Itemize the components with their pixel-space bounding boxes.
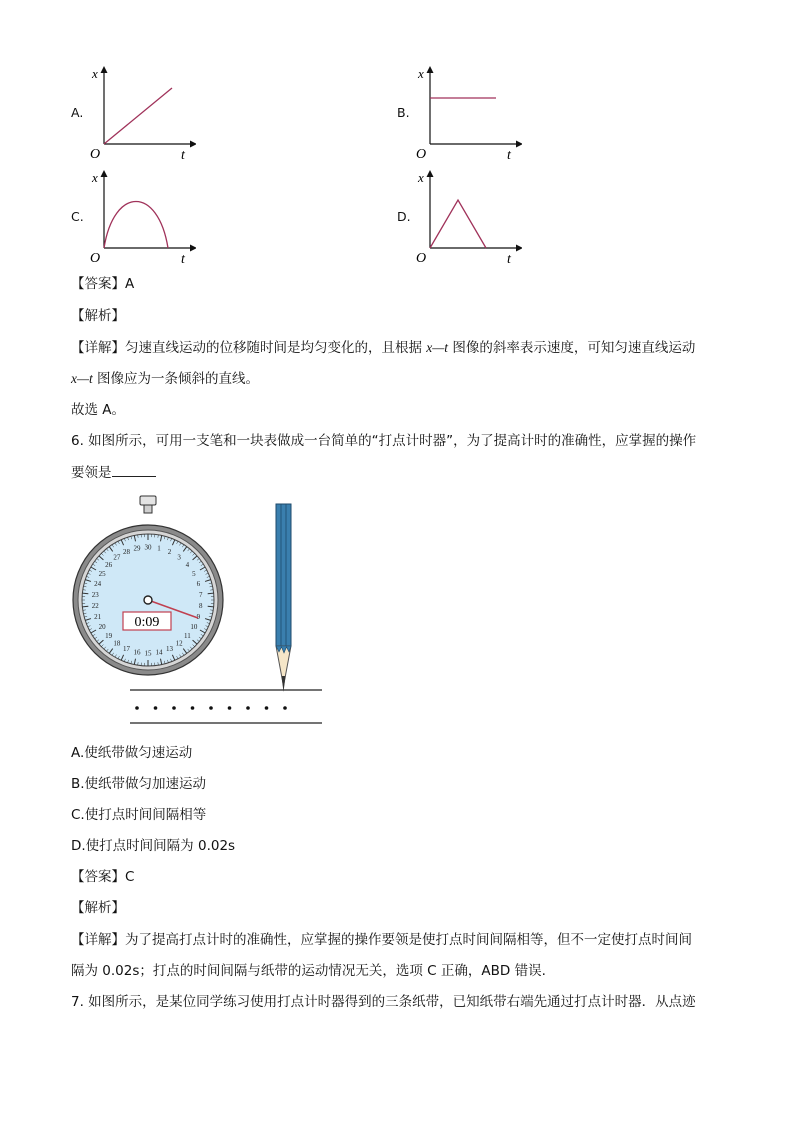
graph-a-curve xyxy=(104,88,172,144)
q6-option-c: C.使打点时间间隔相等 xyxy=(71,807,207,823)
answer-tag: 【答案】 xyxy=(71,276,125,292)
q5-detail-line2 xyxy=(71,369,259,389)
graph-d-curve xyxy=(430,200,486,248)
graph-d xyxy=(412,168,522,264)
q7-stem-line1: 7. 如图所示，是某位同学练习使用打点计时器得到的三条纸带，已知纸带右端先通过打点计时器．从点迹 xyxy=(71,994,696,1010)
dial-number: 16 xyxy=(133,648,141,657)
dial-number: 11 xyxy=(184,631,191,640)
tape-dot xyxy=(246,706,250,710)
option-label-d: D. xyxy=(397,209,411,224)
tape-dot xyxy=(209,706,213,710)
graph-a xyxy=(86,64,196,160)
tape-dot xyxy=(265,706,269,710)
q5-conclusion: 故选 A。 xyxy=(71,402,126,418)
detail-variable: x—t xyxy=(71,371,93,386)
tape-dot xyxy=(191,706,195,710)
tape-dot xyxy=(172,706,176,710)
dial-number: 30 xyxy=(144,543,152,552)
q6-option-d: D.使打点时间间隔为 0.02s xyxy=(71,838,236,854)
option-label-b: B. xyxy=(397,105,410,120)
tape-dot xyxy=(135,706,139,710)
q6-stem-line1: 6. 如图所示，可用一支笔和一块表做成一台简单的“打点计时器”，为了提高计时的准确性，应掌握的操作 xyxy=(71,433,697,449)
q6-detail-line1 xyxy=(71,930,692,950)
dial-number: 5 xyxy=(192,570,196,578)
dial-tick xyxy=(208,593,214,594)
dial-number: 10 xyxy=(190,623,198,631)
dial-number: 23 xyxy=(91,590,99,599)
dial-number: 25 xyxy=(98,570,106,578)
dial-number: 28 xyxy=(122,548,130,557)
origin-label: O xyxy=(90,147,101,160)
axis-x-label: x xyxy=(418,66,424,81)
dial-number: 18 xyxy=(113,639,121,648)
axis-t-label: t xyxy=(181,252,185,264)
q5-analysis-tag: 【解析】 xyxy=(71,308,125,324)
axis-t-label: t xyxy=(507,148,511,160)
dial-number: 14 xyxy=(155,648,163,657)
dial-tick xyxy=(82,593,88,594)
option-label-c: C. xyxy=(71,209,84,224)
detail-text: 匀速直线运动的位移随时间是均匀变化的，且根据 xyxy=(125,340,427,356)
q5-answer-line xyxy=(71,274,134,294)
dial-number: 13 xyxy=(166,644,174,653)
detail-text: 为了提高打点计时的准确性，应掌握的操作要领是使打点时间间隔相等，但不一定使打点时间间 xyxy=(125,932,692,948)
dial-number: 2 xyxy=(167,548,172,557)
q6-detail-line2: 隔为 0.02s；打点的时间间隔与纸带的运动情况无关，选项 C 正确，ABD 错误. xyxy=(71,963,546,979)
q6-option-b: B.使纸带做匀加速运动 xyxy=(71,776,207,792)
dial-number: 6 xyxy=(196,580,201,589)
detail-tag: 【详解】 xyxy=(71,932,125,948)
dial-number: 19 xyxy=(105,631,113,640)
dial-number: 21 xyxy=(94,612,102,621)
graph-b xyxy=(412,64,522,160)
axis-x-label: x xyxy=(92,170,98,185)
detail-text: 图像的斜率表示速度，可知匀速直线运动 xyxy=(448,340,696,356)
q6-stem-text: 要领是 xyxy=(71,465,112,481)
stopwatch-figure xyxy=(60,490,340,730)
axis-t-label: t xyxy=(507,252,511,264)
axis-x-label: x xyxy=(92,66,98,81)
origin-label: O xyxy=(416,147,427,160)
dial-number: 4 xyxy=(185,561,190,570)
dial-number: 17 xyxy=(122,644,130,653)
dial-number: 20 xyxy=(98,623,106,631)
dial-number: 27 xyxy=(113,553,121,562)
dial-number: 8 xyxy=(198,602,203,611)
tape-dot xyxy=(283,706,287,710)
axis-x-label: x xyxy=(418,170,424,185)
dial-tick xyxy=(82,606,88,607)
graph-c-curve xyxy=(104,202,168,249)
dial-tick xyxy=(208,606,214,607)
q6-analysis-tag: 【解析】 xyxy=(71,900,125,916)
dial-number: 12 xyxy=(175,639,183,648)
dial-number: 22 xyxy=(91,602,99,611)
dial-number: 1 xyxy=(157,544,161,553)
tape-dot xyxy=(154,706,158,710)
dial-number: 24 xyxy=(94,580,102,589)
dial-number: 9 xyxy=(196,612,201,621)
answer-blank xyxy=(112,462,156,477)
answer-value: A xyxy=(125,276,135,292)
q6-answer-line xyxy=(71,867,134,887)
origin-label: O xyxy=(416,251,427,264)
dial-number: 3 xyxy=(177,553,181,562)
dial-number: 15 xyxy=(144,649,152,658)
tape-dot xyxy=(228,706,232,710)
q5-detail-line1 xyxy=(71,338,695,358)
hand-pivot xyxy=(144,596,152,604)
detail-text: 图像应为一条倾斜的直线。 xyxy=(92,371,260,387)
origin-label: O xyxy=(90,251,101,264)
display-readout: 0:09 xyxy=(134,615,160,630)
q6-stem-line2 xyxy=(71,462,156,483)
detail-variable: x—t xyxy=(426,340,449,355)
graph-c xyxy=(86,168,196,264)
answer-tag: 【答案】 xyxy=(71,869,125,885)
dial-number: 29 xyxy=(133,544,141,553)
tape-dots xyxy=(135,706,287,710)
axis-t-label: t xyxy=(181,148,185,160)
answer-value: C xyxy=(125,869,135,885)
pencil xyxy=(276,504,291,692)
option-label-a: A. xyxy=(71,105,84,120)
detail-tag: 【详解】 xyxy=(71,340,125,356)
q6-option-a: A.使纸带做匀速运动 xyxy=(71,745,193,761)
dial-number: 7 xyxy=(198,590,203,599)
dial-number: 26 xyxy=(105,561,113,570)
